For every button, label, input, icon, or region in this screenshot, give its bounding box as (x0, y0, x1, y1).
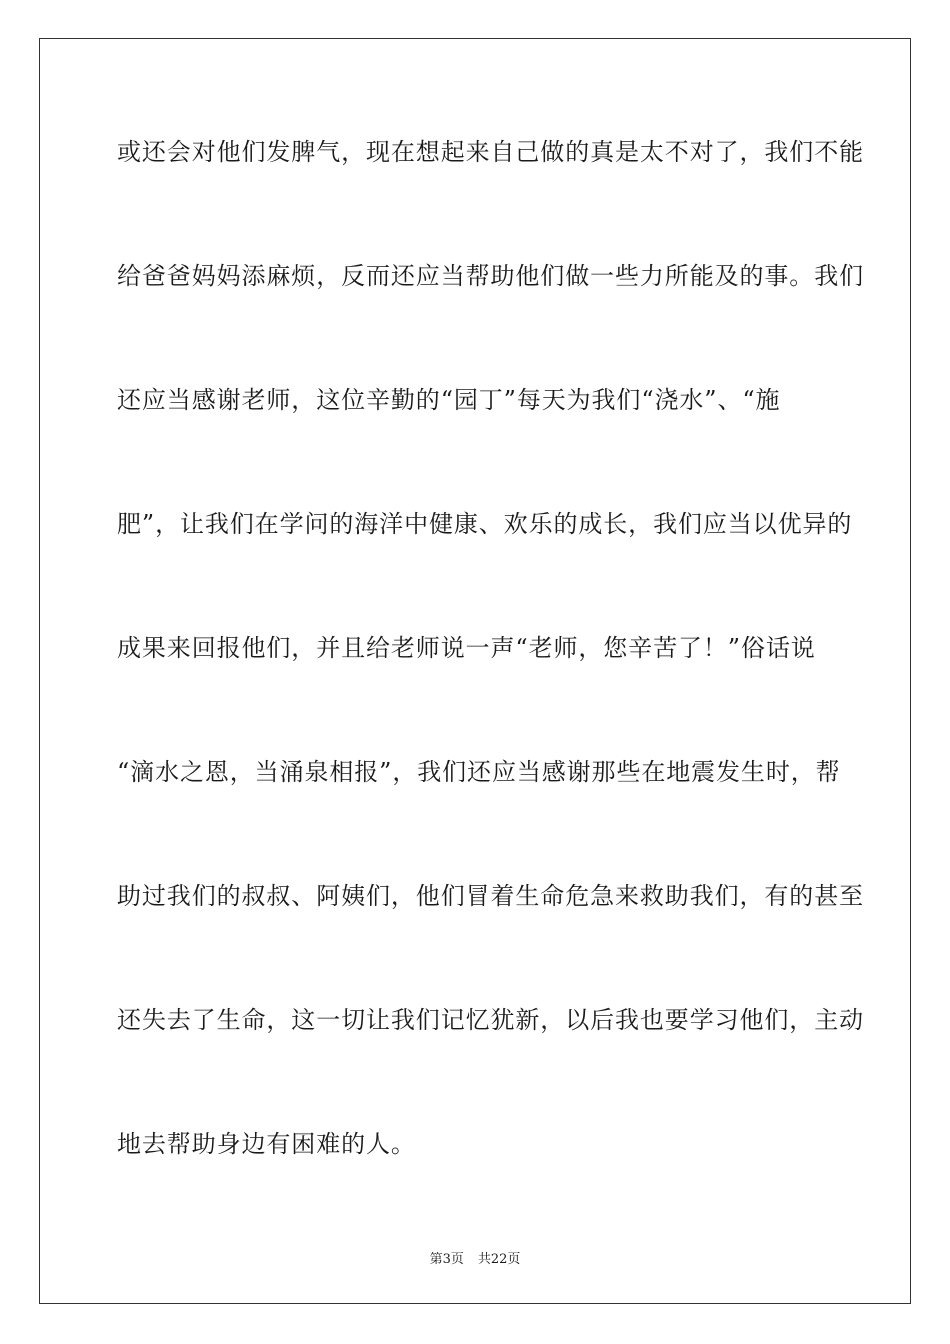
text-line: 地去帮助身边有困难的人。 (117, 1130, 416, 1158)
page-footer (0, 1248, 950, 1267)
text-line: 成果来回报他们，并且给老师说一声“老师，您辛苦了！”俗话说 (117, 634, 816, 662)
page-total: 共22页 (477, 1252, 521, 1267)
text-line: 给爸爸妈妈添麻烦，反而还应当帮助他们做一些力所能及的事。我们 (117, 262, 864, 290)
page-number: 第3页 (429, 1252, 464, 1267)
text-line: 还失去了生命，这一切让我们记忆犹新，以后我也要学习他们，主动 (117, 1006, 864, 1034)
text-line: 助过我们的叔叔、阿姨们，他们冒着生命危急来救助我们，有的甚至 (117, 882, 864, 910)
document-body (117, 120, 864, 1236)
text-line: “滴水之恩，当涌泉相报”，我们还应当感谢那些在地震发生时，帮 (117, 758, 841, 786)
text-line: 还应当感谢老师，这位辛勤的“园丁”每天为我们“浇水”、“施 (117, 386, 781, 414)
text-line: 肥”，让我们在学问的海洋中健康、欢乐的成长，我们应当以优异的 (117, 510, 853, 538)
text-line: 或还会对他们发脾气，现在想起来自己做的真是太不对了，我们不能 (117, 138, 864, 166)
